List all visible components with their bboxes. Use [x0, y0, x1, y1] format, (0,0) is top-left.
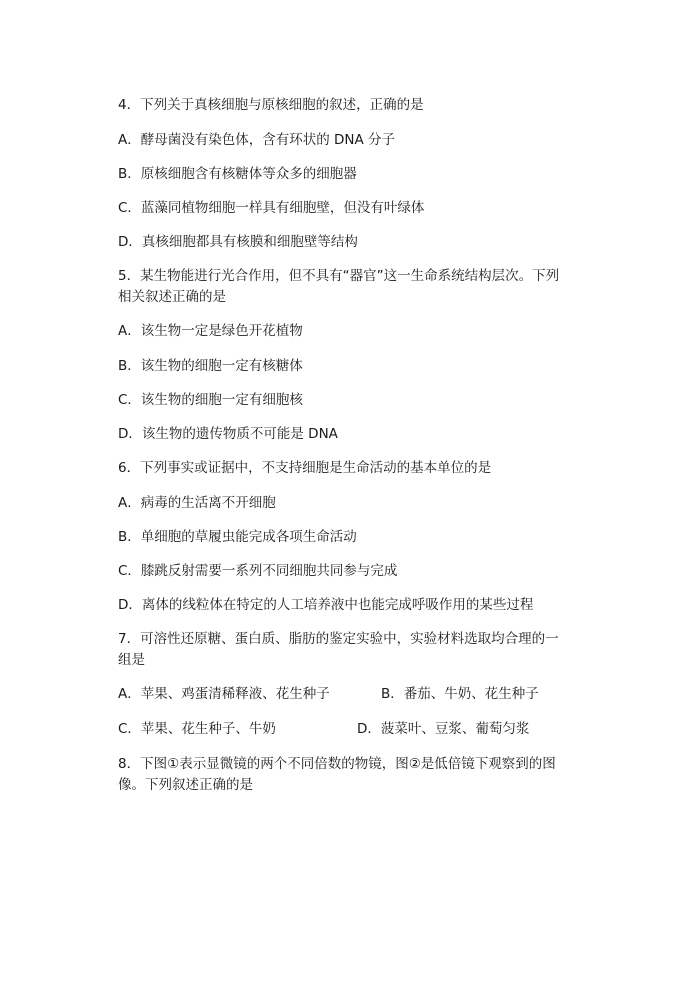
- q6-option-b: B．单细胞的草履虫能完成各项生命活动: [118, 529, 357, 545]
- q7-option-d: D．菠菜叶、豆浆、葡萄匀浆: [357, 721, 530, 737]
- q4-option-b: B．原核细胞含有核糖体等众多的细胞器: [118, 166, 357, 182]
- q7-option-a: A．苹果、鸡蛋清稀释液、花生种子: [118, 686, 330, 702]
- q8-stem-line1: 8．下图①表示显微镜的两个不同倍数的物镜，图②是低倍镜下观察到的图: [118, 756, 556, 772]
- q4-option-a: A．酵母菌没有染色体，含有环状的 DNA 分子: [118, 132, 396, 148]
- q8-stem-line2: 像。下列叙述正确的是: [118, 777, 253, 793]
- q7-option-b: B．番茄、牛奶、花生种子: [381, 686, 539, 702]
- q5-stem-line1: 5．某生物能进行光合作用，但不具有“器官”这一生命系统结构层次。下列: [118, 268, 560, 284]
- q5-option-d: D．该生物的遗传物质不可能是 DNA: [118, 426, 338, 442]
- q5-option-b: B．该生物的细胞一定有核糖体: [118, 358, 303, 374]
- q5-option-c: C．该生物的细胞一定有细胞核: [118, 392, 303, 408]
- q5-stem-line2: 相关叙述正确的是: [118, 289, 226, 305]
- q7-option-c: C．苹果、花生种子、牛奶: [118, 721, 276, 737]
- q6-stem: 6．下列事实或证据中，不支持细胞是生命活动的基本单位的是: [118, 460, 492, 476]
- q6-option-c: C．膝跳反射需要一系列不同细胞共同参与完成: [118, 563, 398, 579]
- q4-stem: 4．下列关于真核细胞与原核细胞的叙述，正确的是: [118, 97, 424, 113]
- q4-option-d: D．真核细胞都具有核膜和细胞壁等结构: [118, 234, 358, 250]
- q7-stem-line2: 组是: [118, 652, 145, 668]
- q7-stem-line1: 7．可溶性还原糖、蛋白质、脂肪的鉴定实验中，实验材料选取均合理的一: [118, 631, 559, 647]
- q6-option-d: D．离体的线粒体在特定的人工培养液中也能完成呼吸作用的某些过程: [118, 597, 534, 613]
- q5-option-a: A．该生物一定是绿色开花植物: [118, 323, 303, 339]
- q4-option-c: C．蓝藻同植物细胞一样具有细胞壁，但没有叶绿体: [118, 200, 425, 216]
- q6-option-a: A．病毒的生活离不开细胞: [118, 495, 276, 511]
